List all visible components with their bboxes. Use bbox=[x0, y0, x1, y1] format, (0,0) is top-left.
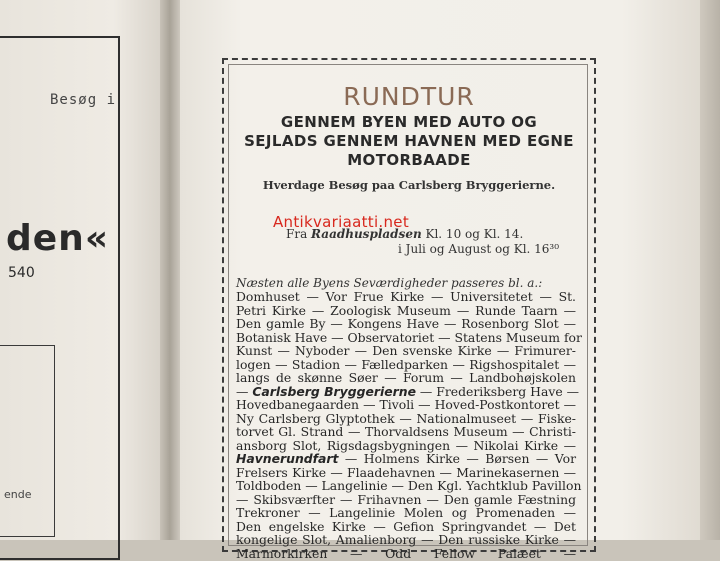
page-edge bbox=[700, 0, 720, 540]
sights-line: Den gamle By — Kongens Have — Rosenborg Slot — bbox=[236, 316, 576, 331]
sights-line: Frelsers Kirke — Flaadehavnen — Marinekasernen — bbox=[236, 464, 576, 480]
sights-line: Toldboden — Langelinie — Den Kgl. Yachtklub Pavillon bbox=[236, 478, 582, 493]
sights-line: Hovedbanegaarden — Tivoli — Hoved-Postkontoret — bbox=[236, 397, 576, 412]
sights-line: Domhuset — Vor Frue Kirke — Universitetet — St. bbox=[236, 289, 576, 304]
left-fragment-ende: ende bbox=[4, 488, 32, 501]
sights-line: torvet Gl. Strand — Thorvaldsens Museum — Christi- bbox=[236, 424, 576, 439]
sights-line: Ny Carlsberg Glyptothek — Nationalmuseet — Fiske- bbox=[236, 410, 576, 426]
highlighted-place: Carlsberg Bryggerierne bbox=[252, 383, 416, 399]
left-fragment-number: 540 bbox=[8, 265, 35, 281]
departure-line-2: i Juli og August og Kl. 16³⁰ bbox=[398, 242, 560, 256]
left-page bbox=[0, 0, 162, 540]
subtitle-line: MOTORBAADE bbox=[347, 151, 471, 169]
sights-line: Marmorkirken — Odd Fellow Palæet — bbox=[236, 545, 576, 561]
subtitle bbox=[222, 113, 596, 170]
subtitle-line: GENNEM BYEN MED AUTO OG bbox=[280, 113, 538, 131]
sights-line: kongelige Slot, Amalienborg — Den russiske Kirke — bbox=[236, 532, 576, 547]
sights-line: ansborg Slot, Rigsdagsbygningen — Nikolai Kirke — bbox=[236, 437, 576, 453]
departure-place: Raadhuspladsen bbox=[311, 227, 422, 241]
sights-line: Botanisk Have — Observatoriet — Statens Museum for bbox=[236, 329, 582, 345]
sights-line: Havnerundfart — Holmens Kirke — Børsen — Vor bbox=[236, 451, 576, 466]
sights-line: langs de skønne Søer — Forum — Landbohøjskolen bbox=[236, 370, 576, 385]
sights-line: logen — Stadion — Fælledparken — Rigshospitalet — bbox=[236, 356, 576, 372]
subtitle-line: SEJLADS GENNEM HAVNEN MED EGNE bbox=[244, 132, 574, 150]
sights-line: Kunst — Nyboder — Den svenske Kirke — Frimurer- bbox=[236, 343, 576, 358]
departure-times: Kl. 10 og Kl. 14. bbox=[425, 227, 524, 241]
sights-line: Petri Kirke — Zoologisk Museum — Runde Taarn — bbox=[236, 302, 576, 318]
page-title: RUNDTUR bbox=[343, 82, 475, 111]
watermark: Antikvariaatti.net bbox=[273, 213, 410, 231]
sights-lead-text: Næsten alle Byens Seværdigheder passeres bl. a.: bbox=[236, 276, 543, 290]
sights-line: — Carlsberg Bryggerierne — Frederiksberg Have — bbox=[236, 383, 580, 399]
highlighted-place: Havnerundfart bbox=[236, 451, 339, 466]
left-page-inner-box bbox=[0, 345, 55, 537]
sights-line: Trekroner — Langelinie Molen og Promenaden — bbox=[236, 505, 576, 520]
weekday-note: Hverdage Besøg paa Carlsberg Bryggerierne. bbox=[262, 178, 556, 192]
left-fragment-den: den« bbox=[6, 218, 110, 259]
sights-line: — Skibsværfter — Frihavnen — Den gamle Fæstning bbox=[236, 491, 576, 507]
sights-line: Den engelske Kirke — Gefion Springvandet — Det bbox=[236, 518, 576, 534]
left-fragment-besog: Besøg i bbox=[50, 92, 117, 108]
sights-list bbox=[236, 289, 582, 561]
book-gutter bbox=[160, 0, 182, 540]
departure-prefix: Fra bbox=[286, 227, 308, 241]
